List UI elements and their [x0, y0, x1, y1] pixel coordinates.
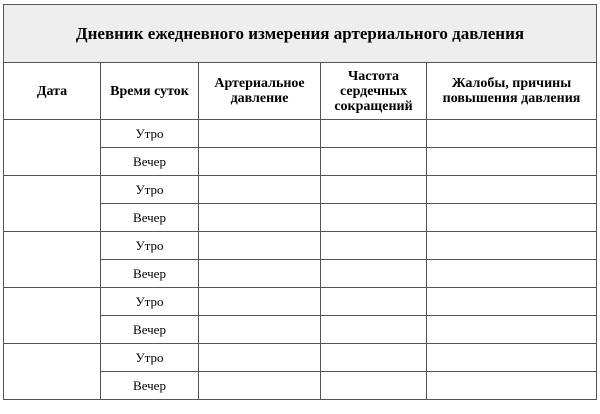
diary-sheet — [3, 4, 596, 410]
time-of-day-cell: Вечер — [101, 316, 199, 344]
time-of-day-cell: Утро — [101, 288, 199, 316]
complaints-cell[interactable] — [427, 260, 597, 288]
blood-pressure-cell[interactable] — [199, 204, 321, 232]
blood-pressure-diary-table — [3, 4, 597, 400]
time-of-day-cell: Утро — [101, 176, 199, 204]
header-row — [4, 63, 597, 120]
complaints-cell[interactable] — [427, 176, 597, 204]
time-of-day-cell: Утро — [101, 344, 199, 372]
blood-pressure-cell[interactable] — [199, 372, 321, 400]
table-title: Дневник ежедневного измерения артериального давления — [4, 5, 597, 63]
table-row — [4, 120, 597, 148]
date-cell[interactable] — [4, 176, 101, 232]
blood-pressure-cell[interactable] — [199, 232, 321, 260]
heart-rate-cell[interactable] — [321, 120, 427, 148]
column-header-date: Дата — [4, 63, 101, 120]
date-cell[interactable] — [4, 120, 101, 176]
table-row — [4, 232, 597, 260]
heart-rate-cell[interactable] — [321, 316, 427, 344]
heart-rate-cell[interactable] — [321, 176, 427, 204]
complaints-cell[interactable] — [427, 288, 597, 316]
date-cell[interactable] — [4, 288, 101, 344]
column-header-complaints: Жалобы, причины повышения давления — [427, 63, 597, 120]
blood-pressure-cell[interactable] — [199, 316, 321, 344]
complaints-cell[interactable] — [427, 344, 597, 372]
complaints-cell[interactable] — [427, 204, 597, 232]
column-header-heart-rate: Частота сердечных сокращений — [321, 63, 427, 120]
blood-pressure-cell[interactable] — [199, 148, 321, 176]
heart-rate-cell[interactable] — [321, 260, 427, 288]
heart-rate-cell[interactable] — [321, 344, 427, 372]
time-of-day-cell: Утро — [101, 120, 199, 148]
blood-pressure-cell[interactable] — [199, 344, 321, 372]
complaints-cell[interactable] — [427, 372, 597, 400]
diary-body — [4, 120, 597, 400]
table-row — [4, 288, 597, 316]
blood-pressure-cell[interactable] — [199, 288, 321, 316]
heart-rate-cell[interactable] — [321, 372, 427, 400]
heart-rate-cell[interactable] — [321, 232, 427, 260]
date-cell[interactable] — [4, 344, 101, 400]
column-header-time-of-day: Время суток — [101, 63, 199, 120]
blood-pressure-cell[interactable] — [199, 176, 321, 204]
column-header-blood-pressure: Артериальное давление — [199, 63, 321, 120]
complaints-cell[interactable] — [427, 148, 597, 176]
heart-rate-cell[interactable] — [321, 148, 427, 176]
title-row — [4, 5, 597, 63]
heart-rate-cell[interactable] — [321, 204, 427, 232]
blood-pressure-cell[interactable] — [199, 260, 321, 288]
time-of-day-cell: Вечер — [101, 372, 199, 400]
complaints-cell[interactable] — [427, 316, 597, 344]
date-cell[interactable] — [4, 232, 101, 288]
table-row — [4, 344, 597, 372]
time-of-day-cell: Утро — [101, 232, 199, 260]
blood-pressure-cell[interactable] — [199, 120, 321, 148]
time-of-day-cell: Вечер — [101, 260, 199, 288]
time-of-day-cell: Вечер — [101, 148, 199, 176]
heart-rate-cell[interactable] — [321, 288, 427, 316]
complaints-cell[interactable] — [427, 232, 597, 260]
complaints-cell[interactable] — [427, 120, 597, 148]
table-row — [4, 176, 597, 204]
time-of-day-cell: Вечер — [101, 204, 199, 232]
